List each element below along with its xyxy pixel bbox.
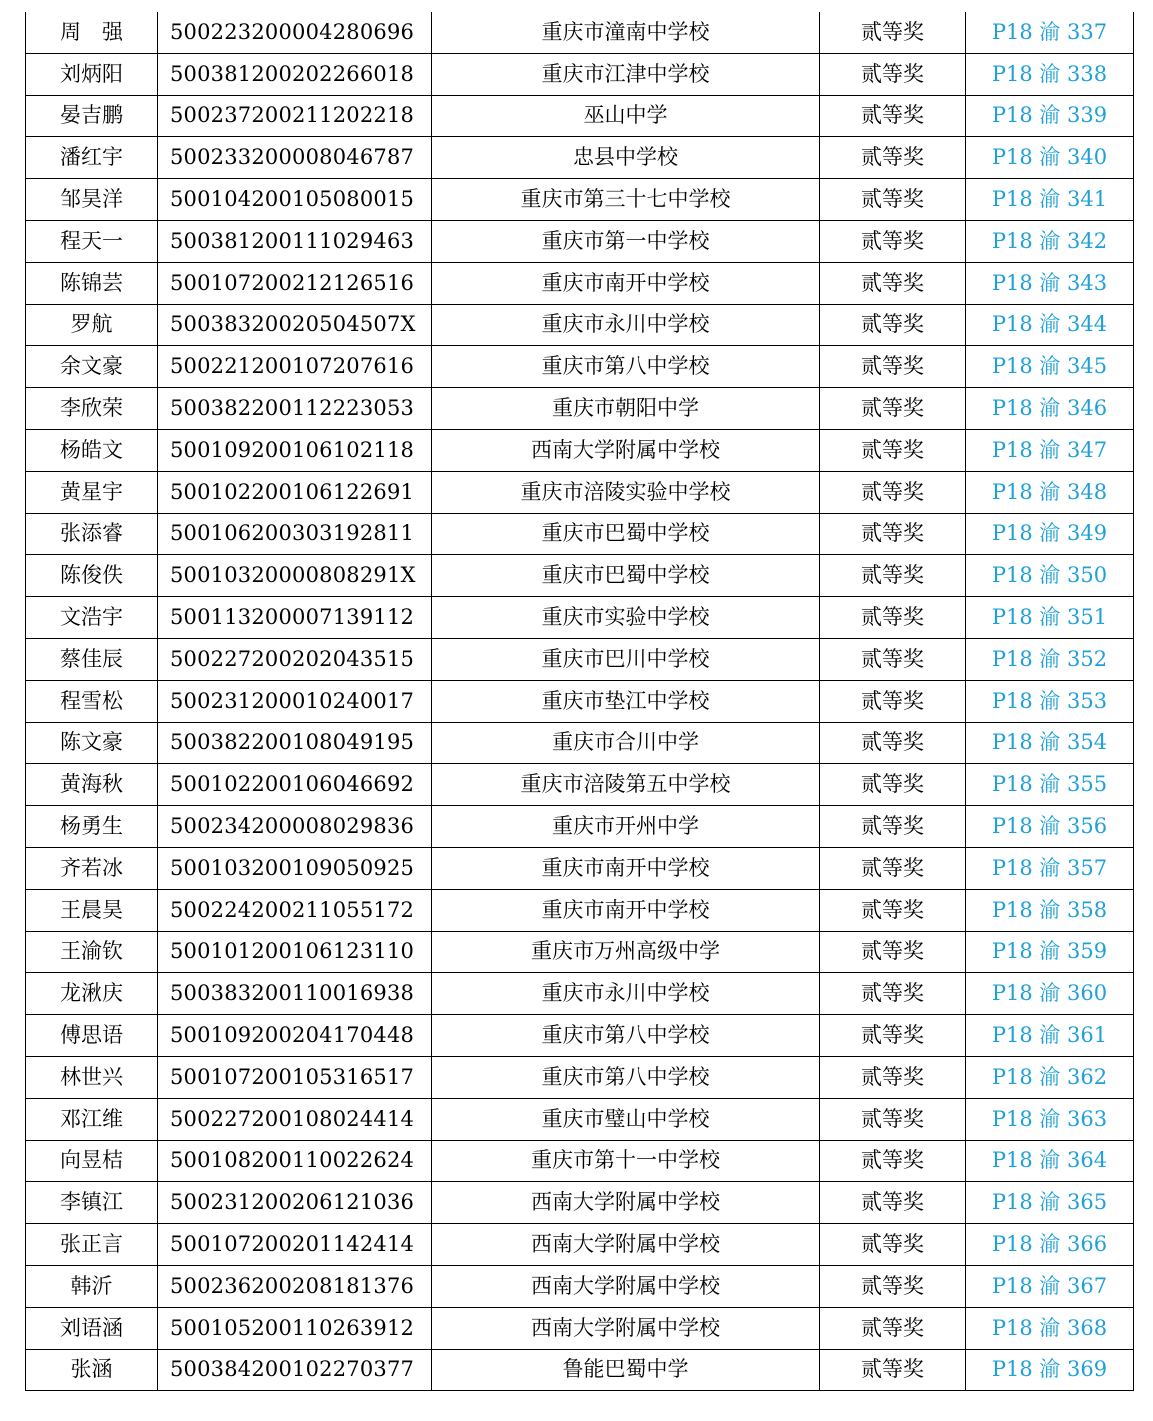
- award-level-cell: 贰等奖: [820, 931, 966, 973]
- school-name-cell: 重庆市南开中学校: [432, 262, 820, 304]
- school-name-cell: 重庆市南开中学校: [432, 889, 820, 931]
- student-name-cell: 杨皓文: [26, 429, 158, 471]
- table-row: [26, 1182, 1134, 1224]
- certificate-number-cell: P18 渝 338: [966, 53, 1134, 95]
- certificate-number-cell: P18 渝 355: [966, 764, 1134, 806]
- award-level-cell: 贰等奖: [820, 429, 966, 471]
- table-row: [26, 1307, 1134, 1349]
- award-level-cell: 贰等奖: [820, 388, 966, 430]
- table-row: [26, 220, 1134, 262]
- award-level-cell: 贰等奖: [820, 806, 966, 848]
- student-id-cell: 500107200212126516: [158, 262, 432, 304]
- table-row: [26, 53, 1134, 95]
- student-id-cell: 500233200008046787: [158, 137, 432, 179]
- student-name-cell: 向昱桔: [26, 1140, 158, 1182]
- award-table: [25, 12, 1134, 1391]
- school-name-cell: 重庆市涪陵第五中学校: [432, 764, 820, 806]
- school-name-cell: 重庆市第一中学校: [432, 220, 820, 262]
- school-name-cell: 西南大学附属中学校: [432, 1307, 820, 1349]
- student-id-cell: 500236200208181376: [158, 1265, 432, 1307]
- award-level-cell: 贰等奖: [820, 1307, 966, 1349]
- school-name-cell: 西南大学附属中学校: [432, 1265, 820, 1307]
- award-level-cell: 贰等奖: [820, 304, 966, 346]
- table-row: [26, 513, 1134, 555]
- student-name-cell: 晏吉鹏: [26, 95, 158, 137]
- award-table-body: [26, 12, 1134, 1391]
- award-level-cell: 贰等奖: [820, 1265, 966, 1307]
- student-name-cell: 余文豪: [26, 346, 158, 388]
- student-name-cell: 傅思语: [26, 1015, 158, 1057]
- school-name-cell: 重庆市实验中学校: [432, 597, 820, 639]
- student-id-cell: 500102200106122691: [158, 471, 432, 513]
- student-name-cell: 张添睿: [26, 513, 158, 555]
- student-name-cell: 刘炳阳: [26, 53, 158, 95]
- table-row: [26, 597, 1134, 639]
- award-level-cell: 贰等奖: [820, 262, 966, 304]
- student-name-cell: 王晨昊: [26, 889, 158, 931]
- school-name-cell: 西南大学附属中学校: [432, 1182, 820, 1224]
- award-level-cell: 贰等奖: [820, 471, 966, 513]
- table-row: [26, 346, 1134, 388]
- school-name-cell: 西南大学附属中学校: [432, 429, 820, 471]
- student-id-cell: 500107200201142414: [158, 1224, 432, 1266]
- school-name-cell: 西南大学附属中学校: [432, 1224, 820, 1266]
- school-name-cell: 重庆市垫江中学校: [432, 680, 820, 722]
- award-level-cell: 贰等奖: [820, 53, 966, 95]
- certificate-number-cell: P18 渝 347: [966, 429, 1134, 471]
- student-id-cell: 500382200108049195: [158, 722, 432, 764]
- certificate-number-cell: P18 渝 359: [966, 931, 1134, 973]
- award-level-cell: 贰等奖: [820, 1224, 966, 1266]
- student-name-cell: 黄海秋: [26, 764, 158, 806]
- table-row: [26, 429, 1134, 471]
- award-level-cell: 贰等奖: [820, 680, 966, 722]
- table-row: [26, 137, 1134, 179]
- table-row: [26, 1056, 1134, 1098]
- certificate-number-cell: P18 渝 345: [966, 346, 1134, 388]
- certificate-number-cell: P18 渝 349: [966, 513, 1134, 555]
- award-level-cell: 贰等奖: [820, 1015, 966, 1057]
- certificate-number-cell: P18 渝 360: [966, 973, 1134, 1015]
- certificate-number-cell: P18 渝 343: [966, 262, 1134, 304]
- award-level-cell: 贰等奖: [820, 638, 966, 680]
- award-level-cell: 贰等奖: [820, 95, 966, 137]
- student-id-cell: 500223200004280696: [158, 12, 432, 53]
- student-name-cell: 韩沂: [26, 1265, 158, 1307]
- certificate-number-cell: P18 渝 369: [966, 1349, 1134, 1391]
- school-name-cell: 重庆市潼南中学校: [432, 12, 820, 53]
- certificate-number-cell: P18 渝 339: [966, 95, 1134, 137]
- table-row: [26, 1224, 1134, 1266]
- student-name-cell: 潘红宇: [26, 137, 158, 179]
- award-level-cell: 贰等奖: [820, 12, 966, 53]
- student-id-cell: 500381200202266018: [158, 53, 432, 95]
- certificate-number-cell: P18 渝 341: [966, 179, 1134, 221]
- student-id-cell: 500231200206121036: [158, 1182, 432, 1224]
- school-name-cell: 重庆市开州中学: [432, 806, 820, 848]
- table-row: [26, 1265, 1134, 1307]
- student-id-cell: 500224200211055172: [158, 889, 432, 931]
- student-name-cell: 罗航: [26, 304, 158, 346]
- certificate-number-cell: P18 渝 367: [966, 1265, 1134, 1307]
- table-row: [26, 973, 1134, 1015]
- table-row: [26, 931, 1134, 973]
- school-name-cell: 重庆市涪陵实验中学校: [432, 471, 820, 513]
- award-level-cell: 贰等奖: [820, 179, 966, 221]
- award-level-cell: 贰等奖: [820, 1056, 966, 1098]
- student-name-cell: 周 强: [26, 12, 158, 53]
- student-name-cell: 邓江维: [26, 1098, 158, 1140]
- student-name-cell: 邹昊洋: [26, 179, 158, 221]
- school-name-cell: 重庆市合川中学: [432, 722, 820, 764]
- certificate-number-cell: P18 渝 342: [966, 220, 1134, 262]
- award-level-cell: 贰等奖: [820, 1140, 966, 1182]
- student-name-cell: 蔡佳辰: [26, 638, 158, 680]
- school-name-cell: 重庆市江津中学校: [432, 53, 820, 95]
- student-name-cell: 黄星宇: [26, 471, 158, 513]
- award-level-cell: 贰等奖: [820, 346, 966, 388]
- student-name-cell: 程天一: [26, 220, 158, 262]
- certificate-number-cell: P18 渝 366: [966, 1224, 1134, 1266]
- table-row: [26, 555, 1134, 597]
- certificate-number-cell: P18 渝 362: [966, 1056, 1134, 1098]
- certificate-number-cell: P18 渝 365: [966, 1182, 1134, 1224]
- student-id-cell: 50010320000808291X: [158, 555, 432, 597]
- certificate-number-cell: P18 渝 340: [966, 137, 1134, 179]
- table-row: [26, 179, 1134, 221]
- table-row: [26, 12, 1134, 53]
- school-name-cell: 重庆市第八中学校: [432, 346, 820, 388]
- student-id-cell: 500113200007139112: [158, 597, 432, 639]
- student-name-cell: 文浩宇: [26, 597, 158, 639]
- student-id-cell: 500101200106123110: [158, 931, 432, 973]
- award-level-cell: 贰等奖: [820, 1098, 966, 1140]
- student-id-cell: 500105200110263912: [158, 1307, 432, 1349]
- student-id-cell: 500227200202043515: [158, 638, 432, 680]
- student-name-cell: 王渝钦: [26, 931, 158, 973]
- award-level-cell: 贰等奖: [820, 220, 966, 262]
- table-row: [26, 1098, 1134, 1140]
- student-id-cell: 500234200008029836: [158, 806, 432, 848]
- certificate-number-cell: P18 渝 352: [966, 638, 1134, 680]
- student-id-cell: 500231200010240017: [158, 680, 432, 722]
- table-row: [26, 471, 1134, 513]
- student-name-cell: 龙湫庆: [26, 973, 158, 1015]
- table-row: [26, 638, 1134, 680]
- student-name-cell: 张涵: [26, 1349, 158, 1391]
- school-name-cell: 重庆市巴蜀中学校: [432, 555, 820, 597]
- school-name-cell: 重庆市永川中学校: [432, 304, 820, 346]
- certificate-number-cell: P18 渝 361: [966, 1015, 1134, 1057]
- table-row: [26, 764, 1134, 806]
- award-level-cell: 贰等奖: [820, 137, 966, 179]
- table-row: [26, 806, 1134, 848]
- student-name-cell: 齐若冰: [26, 847, 158, 889]
- certificate-number-cell: P18 渝 350: [966, 555, 1134, 597]
- student-name-cell: 陈锦芸: [26, 262, 158, 304]
- certificate-number-cell: P18 渝 346: [966, 388, 1134, 430]
- school-name-cell: 重庆市第三十七中学校: [432, 179, 820, 221]
- student-id-cell: 500109200106102118: [158, 429, 432, 471]
- student-id-cell: 500109200204170448: [158, 1015, 432, 1057]
- school-name-cell: 重庆市第十一中学校: [432, 1140, 820, 1182]
- student-id-cell: 500102200106046692: [158, 764, 432, 806]
- table-row: [26, 304, 1134, 346]
- table-row: [26, 889, 1134, 931]
- table-row: [26, 1140, 1134, 1182]
- student-name-cell: 杨勇生: [26, 806, 158, 848]
- student-name-cell: 刘语涵: [26, 1307, 158, 1349]
- school-name-cell: 重庆市第八中学校: [432, 1056, 820, 1098]
- table-row: [26, 388, 1134, 430]
- certificate-number-cell: P18 渝 358: [966, 889, 1134, 931]
- student-name-cell: 李欣荣: [26, 388, 158, 430]
- certificate-number-cell: P18 渝 357: [966, 847, 1134, 889]
- school-name-cell: 重庆市巴蜀中学校: [432, 513, 820, 555]
- student-id-cell: 500227200108024414: [158, 1098, 432, 1140]
- school-name-cell: 巫山中学: [432, 95, 820, 137]
- school-name-cell: 重庆市永川中学校: [432, 973, 820, 1015]
- certificate-number-cell: P18 渝 344: [966, 304, 1134, 346]
- student-id-cell: 500382200112223053: [158, 388, 432, 430]
- certificate-number-cell: P18 渝 353: [966, 680, 1134, 722]
- award-level-cell: 贰等奖: [820, 847, 966, 889]
- student-name-cell: 李镇江: [26, 1182, 158, 1224]
- certificate-number-cell: P18 渝 354: [966, 722, 1134, 764]
- student-id-cell: 500104200105080015: [158, 179, 432, 221]
- award-level-cell: 贰等奖: [820, 597, 966, 639]
- table-row: [26, 262, 1134, 304]
- student-id-cell: 50038320020504507X: [158, 304, 432, 346]
- student-id-cell: 500108200110022624: [158, 1140, 432, 1182]
- school-name-cell: 重庆市朝阳中学: [432, 388, 820, 430]
- student-id-cell: 500384200102270377: [158, 1349, 432, 1391]
- certificate-number-cell: P18 渝 368: [966, 1307, 1134, 1349]
- school-name-cell: 忠县中学校: [432, 137, 820, 179]
- table-row: [26, 1015, 1134, 1057]
- student-name-cell: 陈文豪: [26, 722, 158, 764]
- student-id-cell: 500237200211202218: [158, 95, 432, 137]
- school-name-cell: 重庆市璧山中学校: [432, 1098, 820, 1140]
- student-id-cell: 500221200107207616: [158, 346, 432, 388]
- student-name-cell: 张正言: [26, 1224, 158, 1266]
- table-row: [26, 847, 1134, 889]
- table-row: [26, 1349, 1134, 1391]
- school-name-cell: 重庆市南开中学校: [432, 847, 820, 889]
- certificate-number-cell: P18 渝 356: [966, 806, 1134, 848]
- award-level-cell: 贰等奖: [820, 764, 966, 806]
- certificate-number-cell: P18 渝 363: [966, 1098, 1134, 1140]
- school-name-cell: 鲁能巴蜀中学: [432, 1349, 820, 1391]
- student-name-cell: 陈俊佚: [26, 555, 158, 597]
- award-level-cell: 贰等奖: [820, 513, 966, 555]
- award-level-cell: 贰等奖: [820, 973, 966, 1015]
- certificate-number-cell: P18 渝 348: [966, 471, 1134, 513]
- certificate-number-cell: P18 渝 351: [966, 597, 1134, 639]
- award-level-cell: 贰等奖: [820, 889, 966, 931]
- certificate-number-cell: P18 渝 364: [966, 1140, 1134, 1182]
- student-name-cell: 林世兴: [26, 1056, 158, 1098]
- table-row: [26, 680, 1134, 722]
- student-id-cell: 500107200105316517: [158, 1056, 432, 1098]
- award-level-cell: 贰等奖: [820, 555, 966, 597]
- certificate-number-cell: P18 渝 337: [966, 12, 1134, 53]
- award-level-cell: 贰等奖: [820, 1182, 966, 1224]
- award-level-cell: 贰等奖: [820, 722, 966, 764]
- award-level-cell: 贰等奖: [820, 1349, 966, 1391]
- student-id-cell: 500383200110016938: [158, 973, 432, 1015]
- student-id-cell: 500106200303192811: [158, 513, 432, 555]
- school-name-cell: 重庆市巴川中学校: [432, 638, 820, 680]
- table-row: [26, 95, 1134, 137]
- school-name-cell: 重庆市万州高级中学: [432, 931, 820, 973]
- student-id-cell: 500103200109050925: [158, 847, 432, 889]
- table-row: [26, 722, 1134, 764]
- student-name-cell: 程雪松: [26, 680, 158, 722]
- student-id-cell: 500381200111029463: [158, 220, 432, 262]
- school-name-cell: 重庆市第八中学校: [432, 1015, 820, 1057]
